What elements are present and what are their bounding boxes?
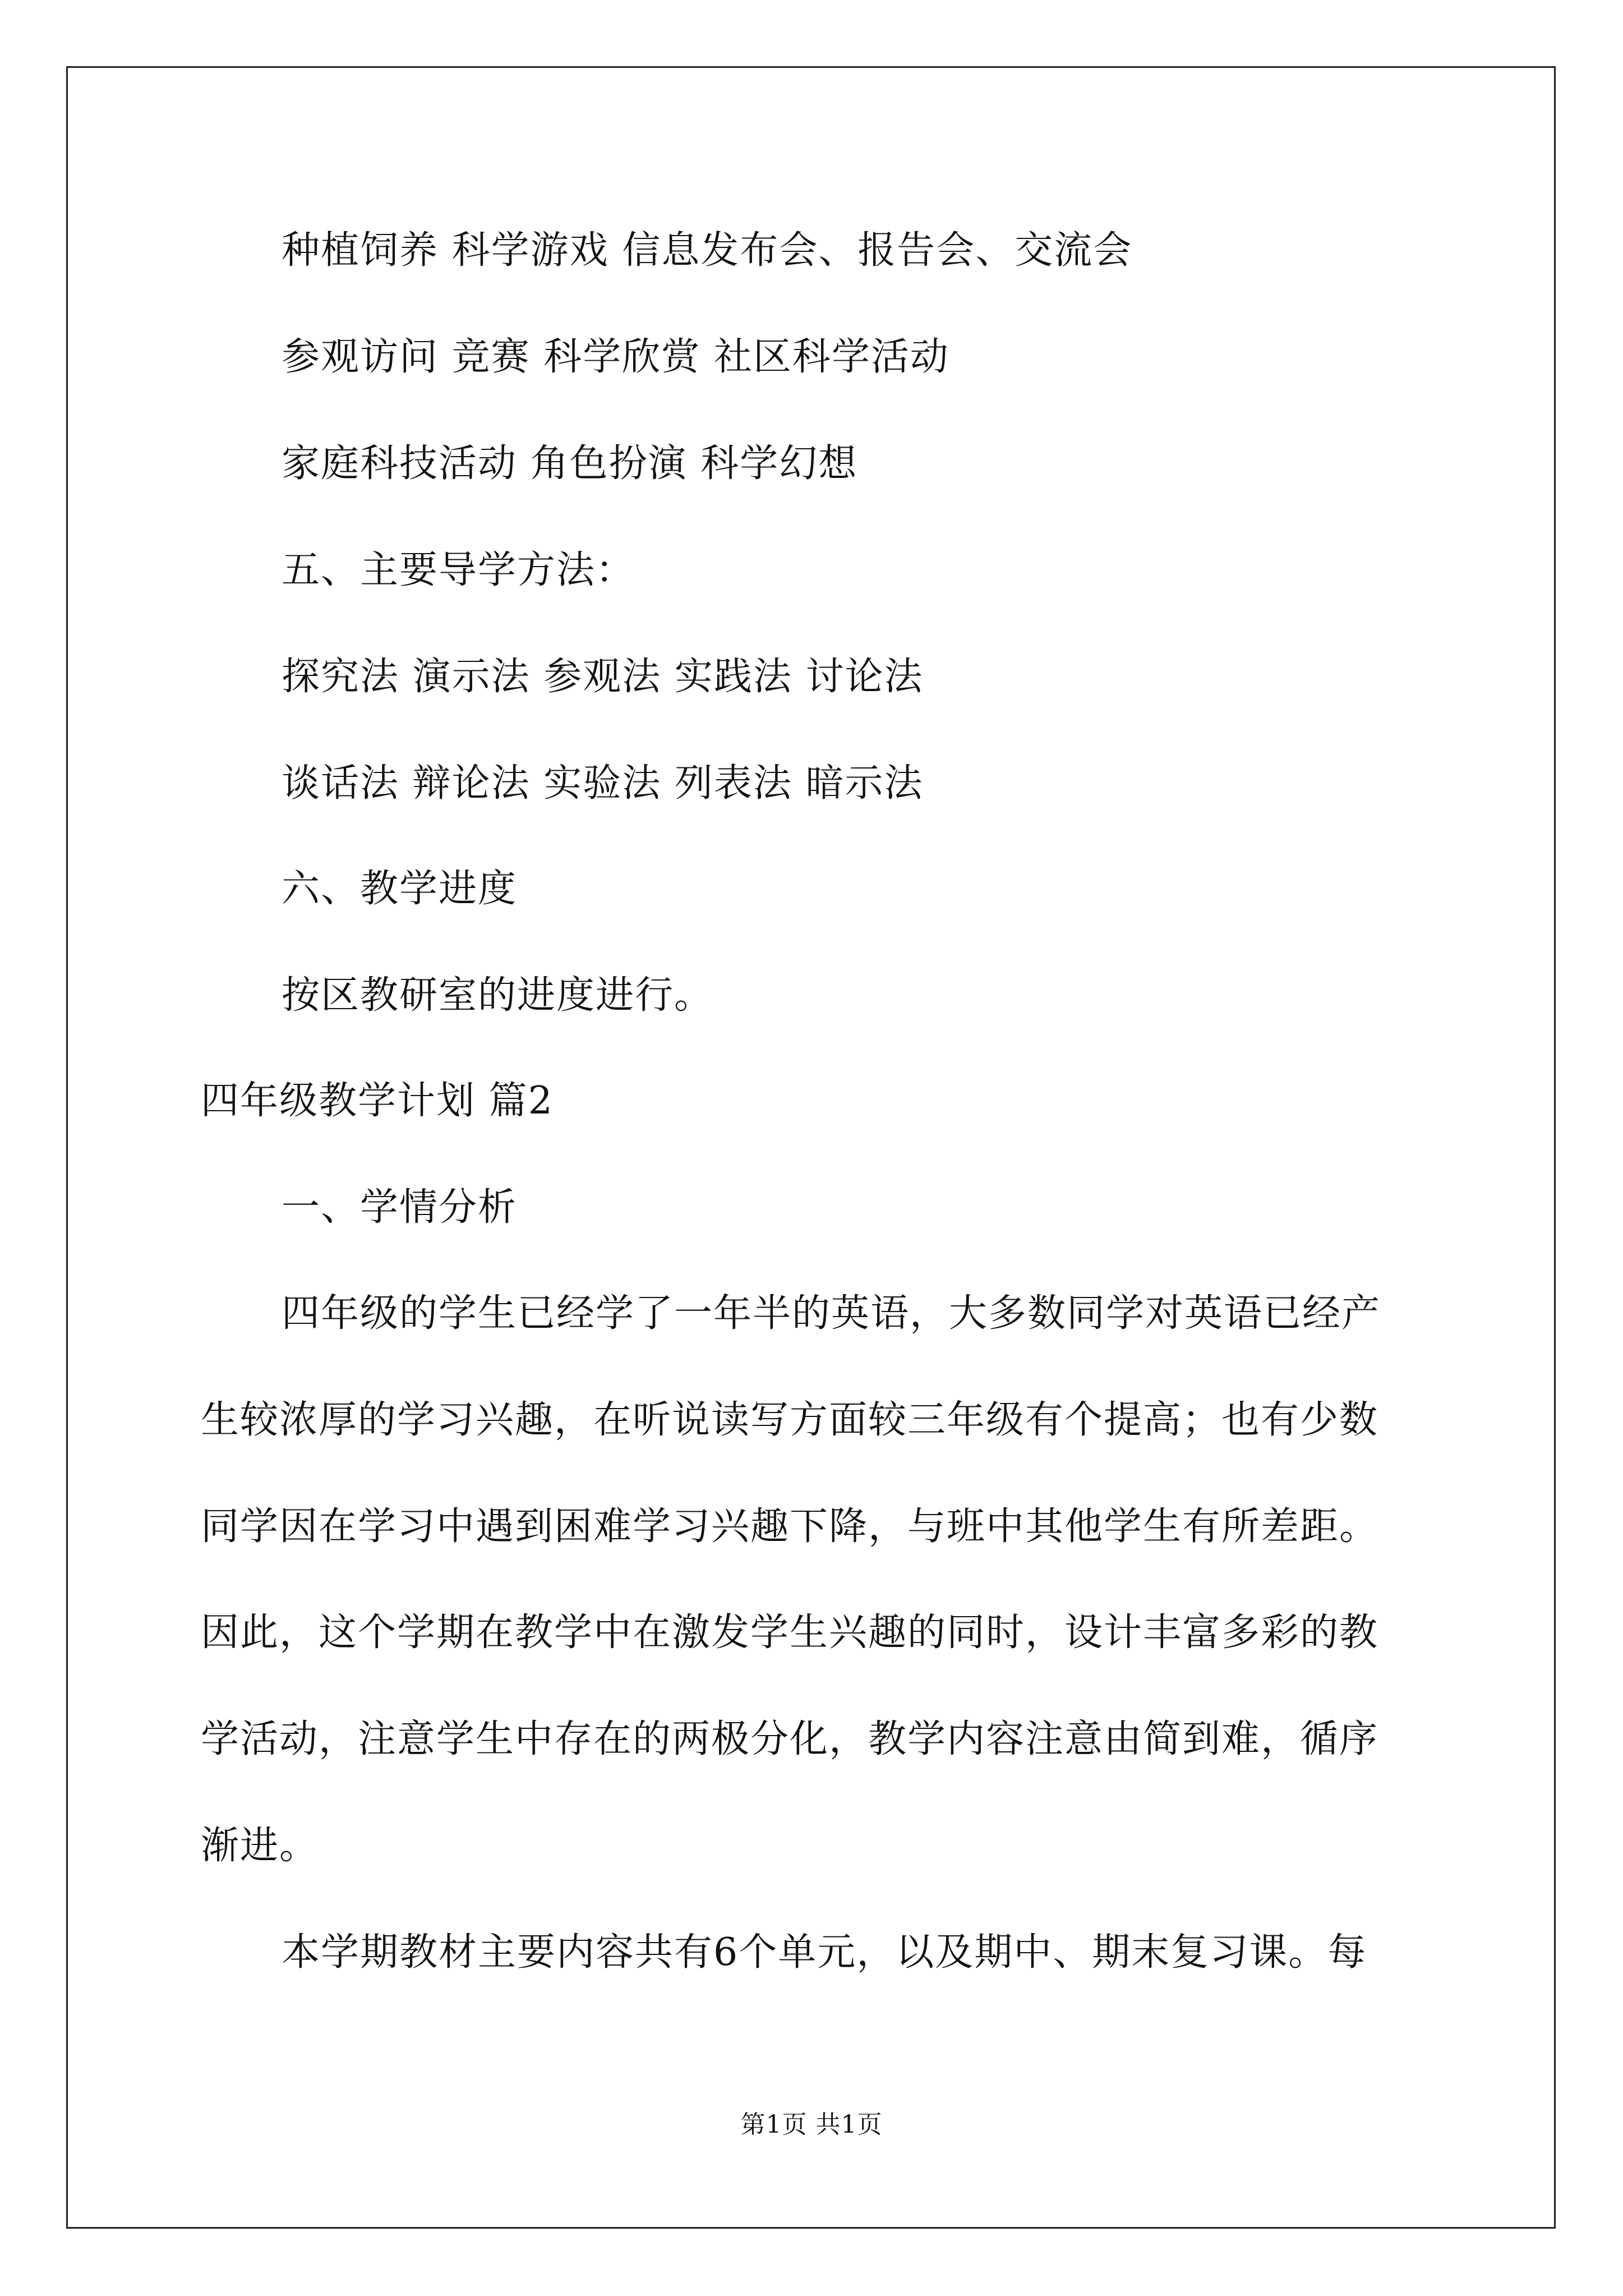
section-heading: 六、教学进度 — [282, 867, 518, 911]
section-heading: 五、主要导学方法： — [282, 548, 635, 592]
paragraph-line: 同学因在学习中遇到困难学习兴趣下降，与班中其他学生有所差距。 — [201, 1504, 1379, 1549]
paragraph-line: 学活动，注意学生中存在的两极分化，教学内容注意由简到难，循序 — [201, 1717, 1379, 1761]
text-line: 按区教研室的进度进行。 — [282, 973, 714, 1018]
text-line: 种植饲养 科学游戏 信息发布会、报告会、交流会 — [282, 228, 1133, 273]
section-heading: 一、学情分析 — [282, 1185, 518, 1230]
text-line: 家庭科技活动 角色扮演 科学幻想 — [282, 441, 858, 486]
paragraph-line: 渐进。 — [201, 1824, 319, 1868]
paragraph-line: 本学期教材主要内容共有6个单元，以及期中、期末复习课。每 — [282, 1930, 1367, 1975]
page-number-footer: 第1页 共1页 — [740, 2110, 883, 2139]
page-border — [66, 66, 1556, 2229]
paragraph-line: 四年级的学生已经学了一年半的英语，大多数同学对英语已经产 — [282, 1291, 1381, 1336]
paragraph-line: 因此，这个学期在教学中在激发学生兴趣的同时，设计丰富多彩的教 — [201, 1611, 1379, 1655]
text-line: 谈话法 辩论法 实验法 列表法 暗示法 — [282, 761, 924, 806]
article-title: 四年级教学计划 篇2 — [201, 1079, 554, 1123]
paragraph-line: 生较浓厚的学习兴趣，在听说读写方面较三年级有个提高；也有少数 — [201, 1398, 1379, 1442]
text-line: 参观访问 竞赛 科学欣赏 社区科学活动 — [282, 335, 949, 379]
text-line: 探究法 演示法 参观法 实践法 讨论法 — [282, 655, 924, 699]
